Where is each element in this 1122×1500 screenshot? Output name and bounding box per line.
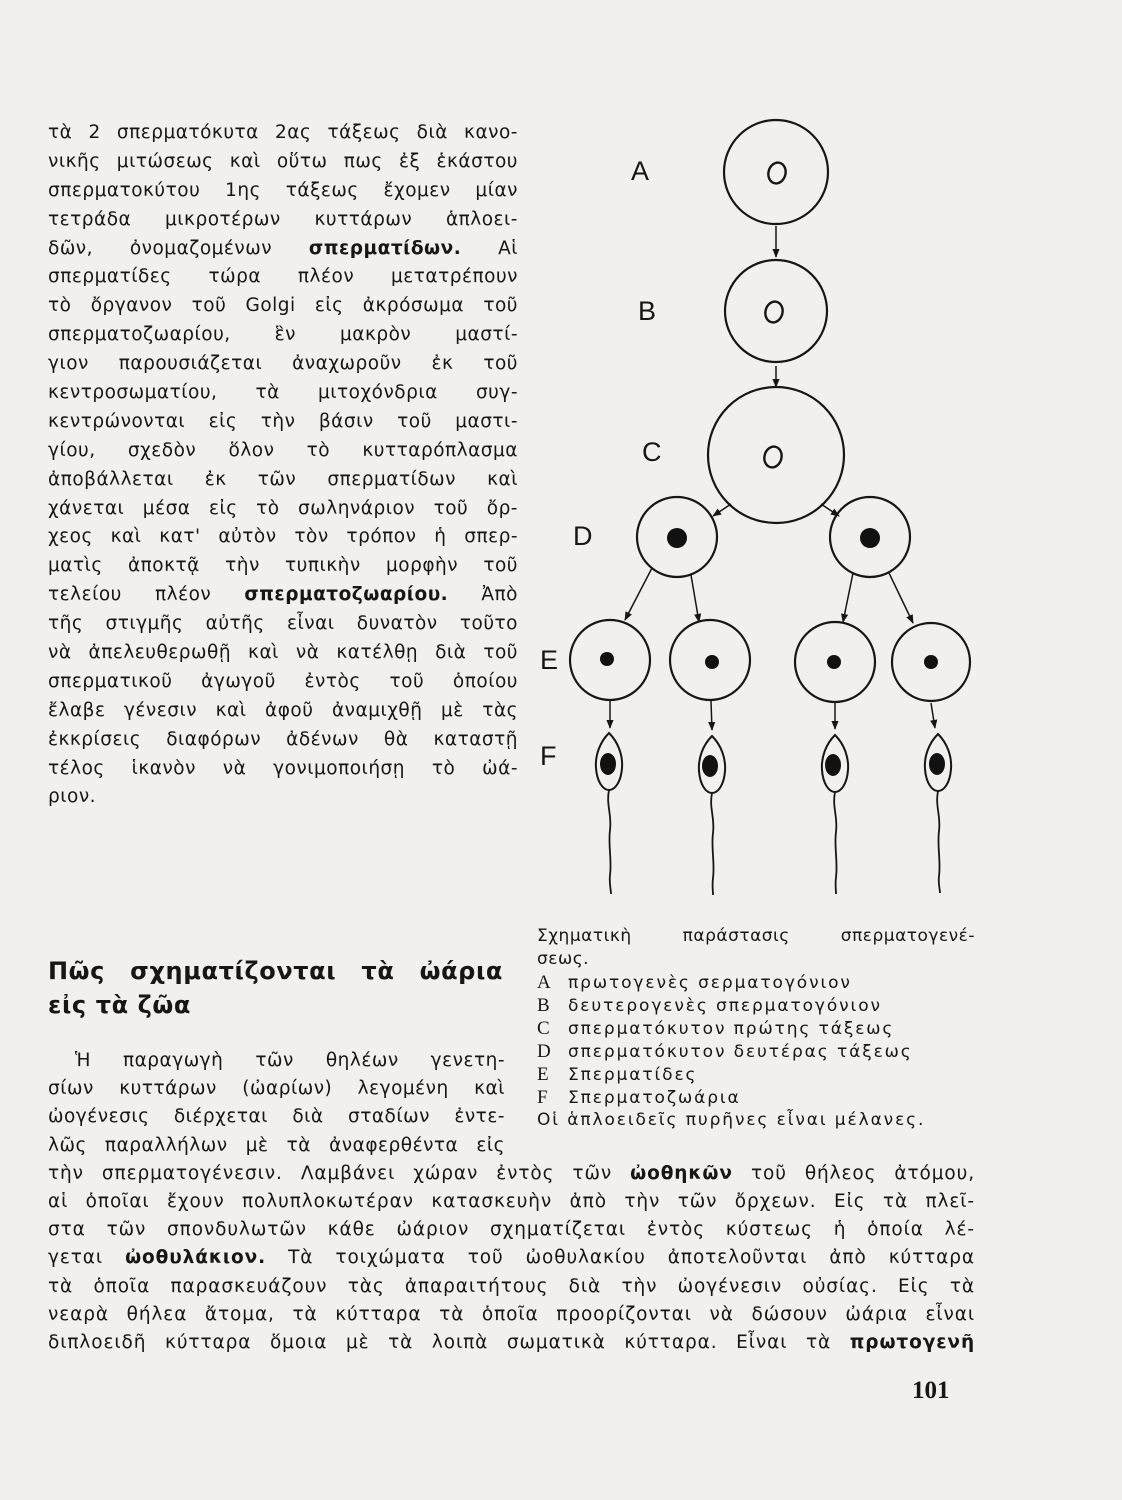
legend-key: E xyxy=(537,1064,549,1085)
cell-b-nucleus xyxy=(763,300,785,325)
legend-text: Σπερματίδες xyxy=(568,1065,698,1085)
paragraph-line: ὠογένεσις διέρχεται διὰ σταδίων ἐντε- xyxy=(48,1106,505,1128)
legend-text: δευτερογενὲς σπερματογόνιον xyxy=(568,996,882,1016)
sperm-2-tail xyxy=(711,793,713,895)
sperm-4-tail xyxy=(937,791,940,893)
paragraph-line: νεαρὰ θήλεα ἄτομα, τὰ κύτταρα τὰ ὁποῖα προορίζονται νὰ δώσουν ὠάρια εἶναι xyxy=(48,1303,975,1325)
line-text: τελείου πλέον xyxy=(48,584,212,606)
legend-item xyxy=(537,971,975,994)
caption-note: Οἱ ἁπλοειδεῖς πυρῆνες εἶναι μέλανες. xyxy=(537,1110,926,1130)
cell-a-nucleus xyxy=(766,161,788,186)
arrow-d-to-e4 xyxy=(889,573,913,623)
bold-term: ὠοθυλάκιον. xyxy=(125,1247,267,1269)
cell-e1-nucleus xyxy=(600,652,614,666)
stage-label-a: A xyxy=(631,156,650,186)
legend-text: Σπερματοζωάρια xyxy=(568,1088,741,1108)
line-text: γεται xyxy=(48,1247,104,1269)
paragraph-line: λῶς παραλλήλων μὲ τὰ ἀναφερθέντα εἰς xyxy=(48,1134,505,1156)
paragraph-line: τὰ ὁποῖα παρασκευάζουν τὰς ἀπαραιτήτους διὰ τὴν ὠογένεσιν οὐσίας. Εἰς τὰ xyxy=(48,1275,975,1297)
line-text: τοῦ θήλεος ἀτόμου, xyxy=(750,1162,976,1184)
column-line xyxy=(48,235,518,264)
stage-label-b: B xyxy=(638,296,657,326)
stage-label-c: C xyxy=(642,437,662,467)
paragraph-line: Ἡ παραγωγὴ τῶν θηλέων γενετη- xyxy=(75,1050,505,1071)
line-text: Τὰ τοιχώματα τοῦ ὠοθυλακίου ἀποτελοῦνται ἀπὸ κύτταρα xyxy=(288,1247,976,1269)
sperm-3-tail xyxy=(834,792,836,894)
column-line: σπερματοκύτου 1ης τάξεως ἔχομεν μίαν xyxy=(48,179,518,201)
column-line: τῆς στιγμῆς αὐτῆς εἶναι δυνατὸν τοῦτο xyxy=(48,613,518,635)
legend-key: A xyxy=(537,972,551,993)
caption-title-line: σεως. xyxy=(537,949,590,969)
sperm-3-nucleus xyxy=(825,754,841,776)
column-line: χεος καὶ κατ' αὐτὸν τὸν τρόπον ἡ σπερ- xyxy=(48,526,518,548)
column-line: σπερματικοῦ ἀγωγοῦ ἐντὸς τοῦ ὁποίου xyxy=(48,670,518,692)
paragraph-line xyxy=(48,1244,975,1272)
column-line: ριον. xyxy=(48,786,97,808)
bold-term: σπερματίδων. xyxy=(308,237,462,259)
arrow-d-to-e2 xyxy=(691,575,699,622)
column-line: γίου, σχεδὸν ὅλον τὸ κυτταρόπλασμα xyxy=(48,439,518,461)
legend-item xyxy=(537,1017,975,1040)
arrow-c-to-d-left xyxy=(713,504,731,516)
legend-key: B xyxy=(537,995,550,1016)
paragraph-line: στα τῶν σπονδυλωτῶν κάθε ὠάριον σχηματίζεται ἐντὸς κύστεως ἡ ὁποία λέ- xyxy=(48,1219,975,1241)
stage-label-f: F xyxy=(540,741,557,771)
sperm-1-tail xyxy=(608,790,611,894)
column-line xyxy=(48,581,518,610)
legend-key: F xyxy=(537,1087,548,1108)
bold-term: πρωτογενῆ xyxy=(849,1331,976,1353)
legend-key: C xyxy=(537,1018,550,1039)
legend-key: D xyxy=(537,1041,551,1062)
cell-c-nucleus xyxy=(762,445,784,470)
arrow-e2-to-f2 xyxy=(711,701,712,730)
heading-line: εἰς τὰ ζῶα xyxy=(48,991,191,1019)
sperm-2-nucleus xyxy=(702,755,718,777)
cell-d-right-nucleus xyxy=(860,528,880,548)
legend-text: σπερματόκυτον δευτέρας τάξεως xyxy=(568,1042,913,1062)
column-line: σπερματοζωαρίου, ἓν μακρὸν μαστί- xyxy=(48,324,518,346)
line-text: Ἀπὸ xyxy=(481,584,518,606)
column-line: τέλος ἱκανὸν νὰ γονιμοποιήσῃ τὸ ὠά- xyxy=(48,757,518,779)
page-number: 101 xyxy=(912,1377,950,1404)
column-line: ματὶς ἀποκτᾷ τὴν τυπικὴν μορφὴν τοῦ xyxy=(48,555,518,577)
paragraph-line xyxy=(48,1160,975,1188)
column-line: σπερματίδες τώρα πλέον μετατρέπουν xyxy=(48,266,518,288)
cell-b-membrane xyxy=(725,260,827,362)
column-line: κεντρώνονται εἰς τὴν βάσιν τοῦ μαστι- xyxy=(48,410,518,432)
arrow-d-to-e1 xyxy=(625,568,652,620)
section-heading xyxy=(48,954,503,1022)
cell-e3-nucleus xyxy=(827,655,841,669)
cell-e4-nucleus xyxy=(924,655,938,669)
legend-text: σπερματόκυτον πρώτης τάξεως xyxy=(568,1019,895,1039)
spermatogenesis-diagram xyxy=(530,110,980,910)
line-text: Αἱ xyxy=(498,237,519,259)
legend-text: πρωτογενὲς σερματογόνιον xyxy=(568,973,852,993)
paragraph-line xyxy=(48,1329,975,1357)
stage-label-e: E xyxy=(540,645,559,675)
cell-c-membrane xyxy=(708,387,844,523)
column-line: νικῆς μιτώσεως καὶ οὕτω πως ἐξ ἑκάστου xyxy=(48,150,518,172)
cell-e2-nucleus xyxy=(705,655,719,669)
bold-term: ὠοθηκῶν xyxy=(630,1162,733,1184)
column-line: ἐκκρίσεις διαφόρων ἀδένων θὰ καταστῇ xyxy=(48,728,518,750)
paragraph-line: αἱ ὁποῖαι ἔχουν πολυπλοκωτέραν κατασκευὴν ἀπὸ τὴν τῶν ὄρχεων. Εἰς τὰ πλεῖ- xyxy=(48,1190,975,1212)
column-line: γιον παρουσιάζεται ἀναχωροῦν ἐκ τοῦ xyxy=(48,353,518,375)
heading-line: Πῶς σχηματίζονται τὰ ὠάρια xyxy=(48,957,503,985)
column-line: χάνεται μέσα εἰς τὸ σωληνάριον τοῦ ὄρ- xyxy=(48,497,518,519)
column-line: ἔλαβε γένεσιν καὶ ἀφοῦ ἀναμιχθῇ μὲ τὰς xyxy=(48,699,518,721)
bold-term: σπερματοζωαρίου. xyxy=(244,584,449,606)
column-line: ἀποβάλλεται ἐκ τῶν σπερματίδων καὶ xyxy=(48,468,518,490)
column-line: τὰ 2 σπερματόκυτα 2ας τάξεως διὰ κανο- xyxy=(48,122,518,143)
paragraph-line: σίων κυττάρων (ὠαρίων) λεγομένη καὶ xyxy=(48,1078,505,1100)
sperm-1-nucleus xyxy=(600,753,616,775)
cell-d-left-nucleus xyxy=(667,528,687,548)
line-text: τὴν σπερματογένεσιν. Λαμβάνει χώραν ἐντὸς τῶν xyxy=(48,1162,613,1184)
arrow-e4-to-f4 xyxy=(931,703,935,728)
legend-item xyxy=(537,994,975,1017)
column-line: τὸ ὄργανον τοῦ Golgi εἰς ἀκρόσωμα τοῦ xyxy=(48,295,518,317)
line-text: διπλοειδῆ κύτταρα ὅμοια μὲ τὰ λοιπὰ σωματικὰ κύτταρα. Εἶναι τὰ xyxy=(48,1331,832,1353)
caption-title-line: Σχηματικὴ παράστασις σπερματογενέ- xyxy=(537,926,975,946)
line-text: δῶν, ὀνομαζομένων xyxy=(48,237,273,259)
arrow-d-to-e3 xyxy=(843,573,853,622)
body-column xyxy=(48,119,518,812)
section-paragraph xyxy=(48,1047,975,1357)
column-line: τετράδα μικροτέρων κυττάρων ἁπλοει- xyxy=(48,208,518,230)
stage-label-d: D xyxy=(573,521,593,551)
cell-a-membrane xyxy=(724,120,828,224)
column-line: νὰ ἀπελευθερωθῇ καὶ νὰ κατέλθῃ διὰ τοῦ xyxy=(48,642,518,664)
column-line: κεντροσωματίου, τὰ μιτοχόνδρια συγ- xyxy=(48,382,518,404)
sperm-4-nucleus xyxy=(929,753,945,775)
